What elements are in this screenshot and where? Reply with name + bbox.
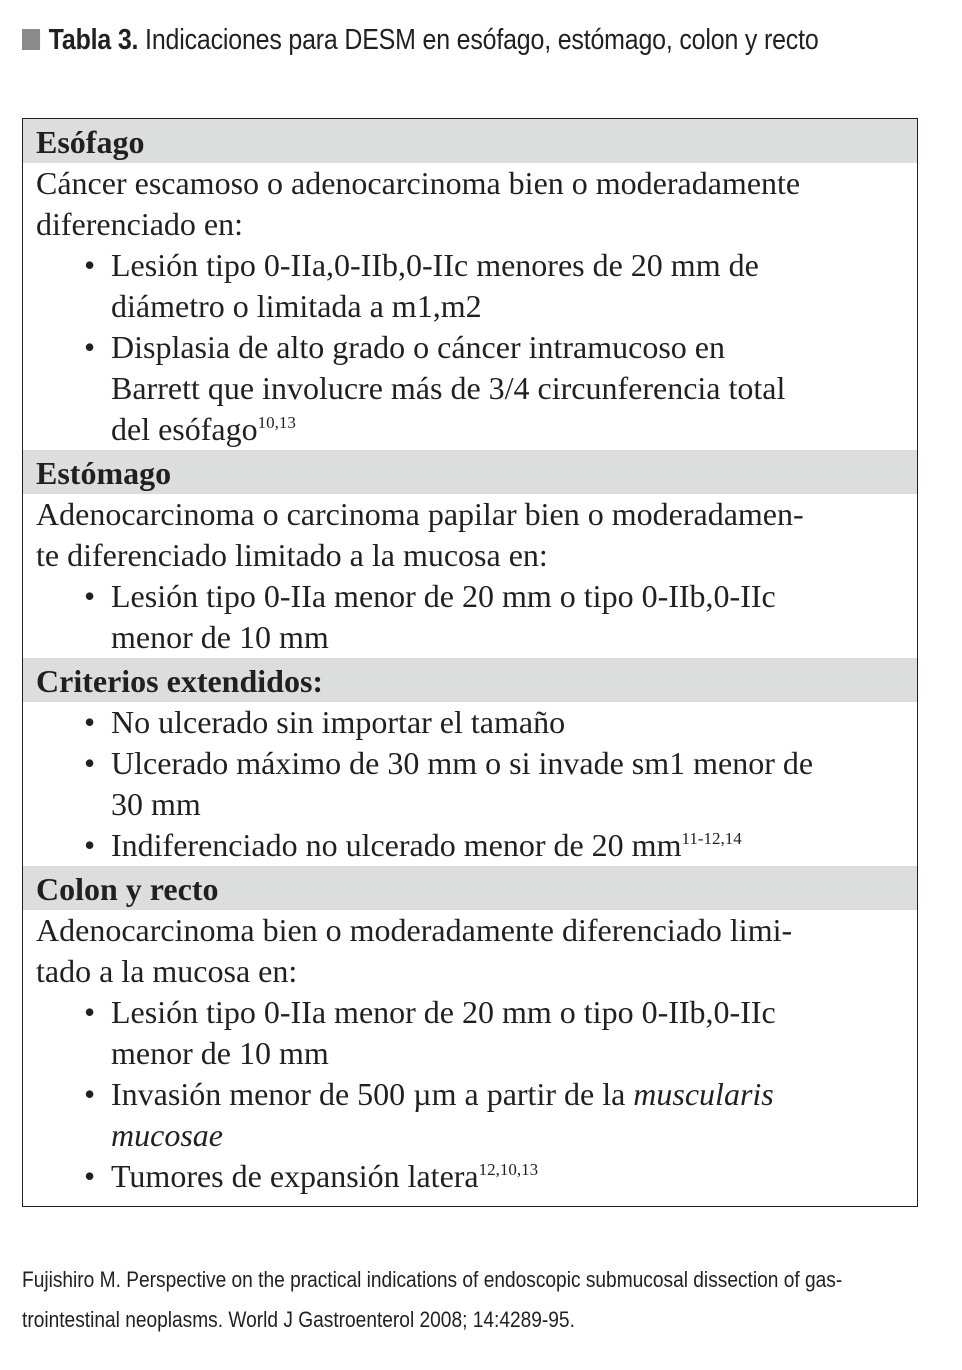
list-item-continuation bbox=[23, 1115, 917, 1156]
list-item bbox=[23, 245, 917, 286]
list-item bbox=[23, 1074, 917, 1115]
list-item bbox=[23, 702, 917, 743]
italic-term: mucosae bbox=[111, 1117, 223, 1153]
list-item bbox=[23, 825, 917, 866]
reference-line: trointestinal neoplasms. World J Gastroenterol 2008; 14:4289-95. bbox=[22, 1307, 575, 1332]
list-item-text: Lesión tipo 0-IIa menor de 20 mm o tipo 0-IIb,0-IIc bbox=[111, 578, 776, 614]
title-square-icon bbox=[22, 29, 40, 50]
list-item-text: Lesión tipo 0-IIa menor de 20 mm o tipo 0-IIb,0-IIc bbox=[111, 994, 776, 1030]
bullet-icon: • bbox=[84, 704, 96, 740]
list-item-text: Ulcerado máximo de 30 mm o si invade sm1 menor de bbox=[111, 745, 814, 781]
reference-superscript: 11-12,14 bbox=[681, 829, 742, 848]
table-caption: Indicaciones para DESM en esófago, estómago, colon y recto bbox=[145, 24, 819, 56]
list-item-text: Invasión menor de 500 µm a partir de la bbox=[111, 1076, 626, 1112]
section-header-colon-recto: Colon y recto bbox=[23, 866, 917, 910]
section-intro-line: diferenciado en: bbox=[36, 206, 243, 242]
list-item-continuation: Barrett que involucre más de 3/4 circunferencia total bbox=[111, 370, 786, 406]
source-reference bbox=[22, 1260, 918, 1340]
list-item bbox=[23, 576, 917, 617]
list-item-continuation: menor de 10 mm bbox=[111, 619, 329, 655]
list-item-text: Tumores de expansión latera bbox=[111, 1158, 479, 1194]
list-item-text: Indiferenciado no ulcerado menor de 20 mm bbox=[111, 827, 682, 863]
reference-superscript: 12,10,13 bbox=[478, 1160, 539, 1179]
list-item-text: Displasia de alto grado o cáncer intramucoso en bbox=[111, 329, 725, 365]
table-title bbox=[22, 20, 819, 64]
indications-table bbox=[22, 118, 918, 1207]
section-intro-line: tado a la mucosa en: bbox=[36, 953, 298, 989]
bullet-icon: • bbox=[84, 1158, 96, 1194]
list-item-continuation: diámetro o limitada a m1,m2 bbox=[111, 288, 482, 324]
reference-superscript: 10,13 bbox=[257, 413, 296, 432]
section-intro-line: Cáncer escamoso o adenocarcinoma bien o moderadamente bbox=[36, 165, 801, 201]
section-intro-line: te diferenciado limitado a la mucosa en: bbox=[36, 537, 548, 573]
section-intro-line: Adenocarcinoma bien o moderadamente diferenciado limi- bbox=[36, 912, 793, 948]
section-header-estomago: Estómago bbox=[23, 450, 917, 494]
bullet-icon: • bbox=[84, 578, 96, 614]
list-item-continuation: 30 mm bbox=[111, 786, 201, 822]
list-item bbox=[23, 1156, 917, 1197]
section-intro-line: Adenocarcinoma o carcinoma papilar bien o moderadamen- bbox=[36, 496, 804, 532]
bullet-icon: • bbox=[84, 827, 96, 863]
list-item bbox=[23, 992, 917, 1033]
reference-line: Fujishiro M. Perspective on the practical indications of endoscopic submucosal dissection of gas- bbox=[22, 1267, 843, 1292]
italic-term: muscularis bbox=[633, 1076, 774, 1112]
list-item-text: Lesión tipo 0-IIa,0-IIb,0-IIc menores de 20 mm de bbox=[111, 247, 759, 283]
bullet-icon: • bbox=[84, 745, 96, 781]
list-item-text: del esófago bbox=[111, 411, 258, 447]
section-header-criterios-extendidos: Criterios extendidos: bbox=[23, 658, 917, 702]
list-item-continuation bbox=[23, 409, 917, 450]
list-item-text: No ulcerado sin importar el tamaño bbox=[111, 704, 566, 740]
bullet-icon: • bbox=[84, 1076, 96, 1112]
bullet-icon: • bbox=[84, 994, 96, 1030]
list-item-continuation: menor de 10 mm bbox=[111, 1035, 329, 1071]
bullet-icon: • bbox=[84, 329, 96, 365]
list-item bbox=[23, 743, 917, 784]
list-item bbox=[23, 327, 917, 368]
table-number: Tabla 3. bbox=[48, 24, 139, 56]
bullet-icon: • bbox=[84, 247, 96, 283]
section-header-esofago: Esófago bbox=[23, 119, 917, 163]
